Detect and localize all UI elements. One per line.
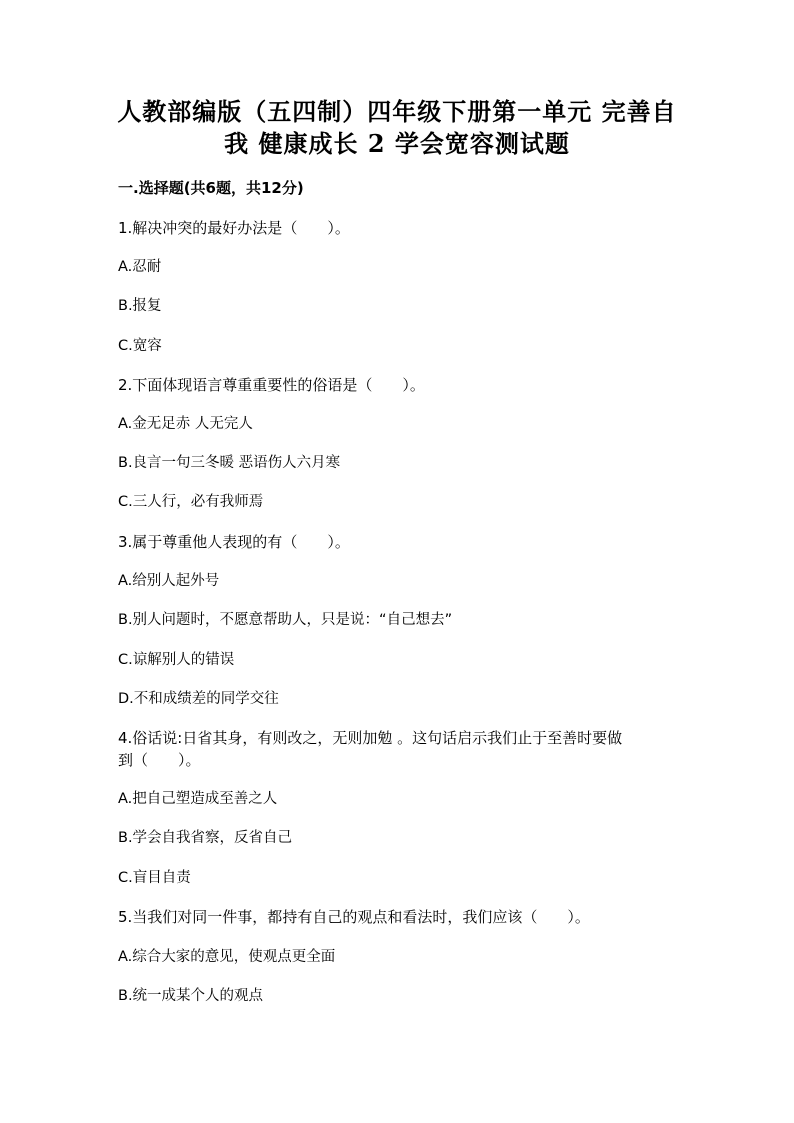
question-3-option-a: A.给别人起外号 (118, 573, 220, 589)
section-heading: 一.选择题(共6题，共12分) (118, 179, 304, 197)
question-1-option-c: C.宽容 (118, 338, 162, 354)
question-1-option-b: B.报复 (118, 298, 162, 314)
question-2-option-a: A.金无足赤 人无完人 (118, 416, 253, 432)
question-4-line-2: 到（ ）。 (118, 751, 201, 769)
document-title-line-1: 人教部编版（五四制）四年级下册第一单元 完善自 (117, 97, 677, 126)
question-3-option-b: B.别人问题时，不愿意帮助人，只是说：“自己想去” (118, 612, 453, 628)
question-5-option-b: B.统一成某个人的观点 (118, 988, 264, 1004)
question-2-option-b: B.良言一句三冬暖 恶语伤人六月寒 (118, 455, 341, 471)
question-3: 3.属于尊重他人表现的有（ ）。 (118, 533, 350, 551)
question-5: 5.当我们对同一件事，都持有自己的观点和看法时，我们应该（ ）。 (118, 908, 590, 926)
question-2: 2.下面体现语言尊重重要性的俗语是（ ）。 (118, 376, 425, 394)
document-title-line-2: 我 健康成长 2 学会宽容测试题 (224, 129, 570, 158)
question-4-option-b: B.学会自我省察，反省自己 (118, 830, 293, 846)
question-1-option-a: A.忍耐 (118, 259, 162, 275)
question-3-option-d: D.不和成绩差的同学交往 (118, 691, 279, 707)
question-1: 1.解决冲突的最好办法是（ ）。 (118, 219, 350, 237)
question-2-option-c: C.三人行，必有我师焉 (118, 494, 264, 510)
question-4-option-a: A.把自己塑造成至善之人 (118, 791, 278, 807)
question-4-option-c: C.盲目自责 (118, 870, 191, 886)
question-4-line-1: 4.俗话说:日省其身，有则改之，无则加勉 。这句话启示我们止于至善时要做 (118, 729, 623, 747)
question-3-option-c: C.谅解别人的错误 (118, 652, 235, 668)
question-5-option-a: A.综合大家的意见，使观点更全面 (118, 949, 336, 965)
